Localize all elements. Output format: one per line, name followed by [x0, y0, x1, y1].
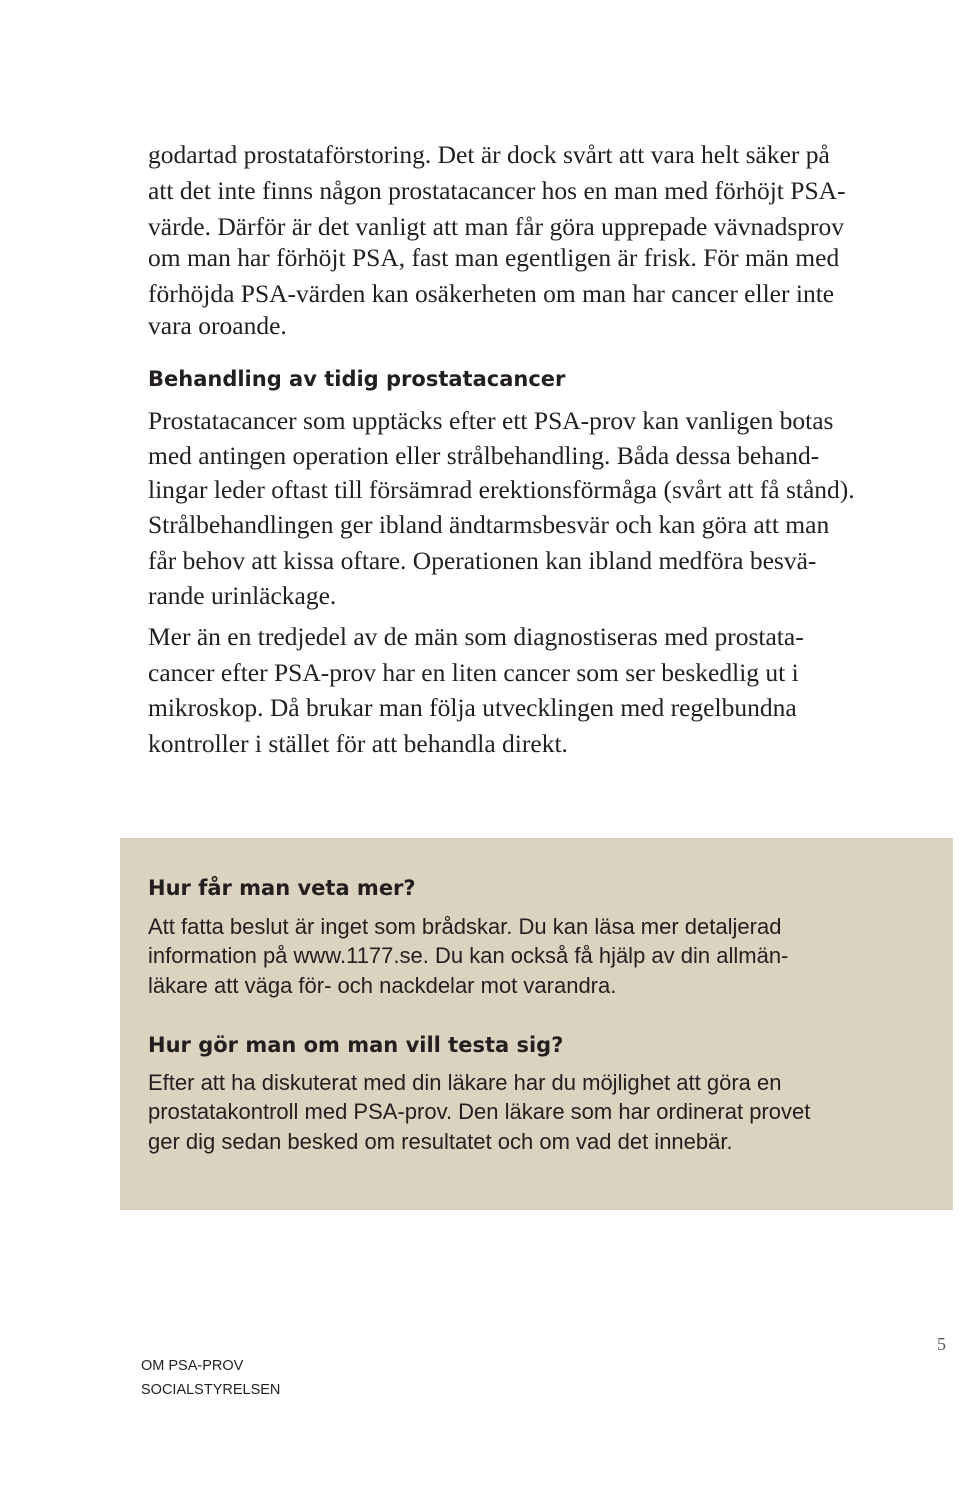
info-box-text-line: Efter att ha diskuterat med din läkare har du möjlighet att göra en [148, 1070, 782, 1095]
info-box-text-line: prostatakontroll med PSA-prov. Den läkare som har ordinerat provet [148, 1099, 811, 1124]
page-number: 5 [937, 1334, 946, 1354]
info-box-text-line: ger dig sedan besked om resultatet och om vad det innebär. [148, 1129, 733, 1154]
text-line: att det inte finns någon prostatacancer hos en man med förhöjt PSA- [148, 176, 846, 205]
info-box-text-line: Att fatta beslut är inget som brådskar. Du kan läsa mer detaljerad [148, 914, 782, 939]
text-line: Prostatacancer som upptäcks efter ett PSA-prov kan vanligen botas [148, 406, 834, 435]
text-line: förhöjda PSA-värden kan osäkerheten om man har cancer eller inte [148, 279, 835, 308]
info-box [120, 838, 953, 1210]
text-line: godartad prostataförstoring. Det är dock svårt att vara helt säker på [148, 140, 830, 169]
text-line: Mer än en tredjedel av de män som diagnostiseras med prostata- [148, 622, 804, 651]
info-box-text-line: läkare att väga för- och nackdelar mot varandra. [148, 973, 617, 998]
text-line: mikroskop. Då brukar man följa utvecklingen med regelbundna [148, 693, 797, 722]
text-line: lingar leder oftast till försämrad erektionsförmåga (svårt att få stånd). [148, 475, 855, 504]
footer-publication-title: OM PSA-PROV [141, 1358, 244, 1374]
text-line: får behov att kissa oftare. Operationen kan ibland medföra besvä- [148, 546, 817, 575]
info-box-text-line: information på www.1177.se. Du kan också få hjälp av din allmän- [148, 943, 789, 968]
text-line: vara oroande. [148, 311, 287, 340]
info-box-heading: Hur får man veta mer? [148, 876, 416, 900]
footer-publisher: SOCIALSTYRELSEN [141, 1382, 281, 1398]
text-line: Strålbehandlingen ger ibland ändtarmsbesvär och kan göra att man [148, 510, 830, 539]
text-line: värde. Därför är det vanligt att man får göra upprepade vävnadsprov [148, 212, 844, 241]
text-line: rande urinläckage. [148, 581, 337, 610]
text-line: om man har förhöjt PSA, fast man egentligen är frisk. För män med [148, 243, 840, 272]
info-box-heading: Hur gör man om man vill testa sig? [148, 1033, 564, 1057]
section-heading: Behandling av tidig prostatacancer [148, 367, 566, 391]
text-line: med antingen operation eller strålbehandling. Båda dessa behand- [148, 441, 820, 470]
text-line: cancer efter PSA-prov har en liten cancer som ser beskedlig ut i [148, 658, 799, 687]
text-line: kontroller i stället för att behandla direkt. [148, 729, 568, 758]
